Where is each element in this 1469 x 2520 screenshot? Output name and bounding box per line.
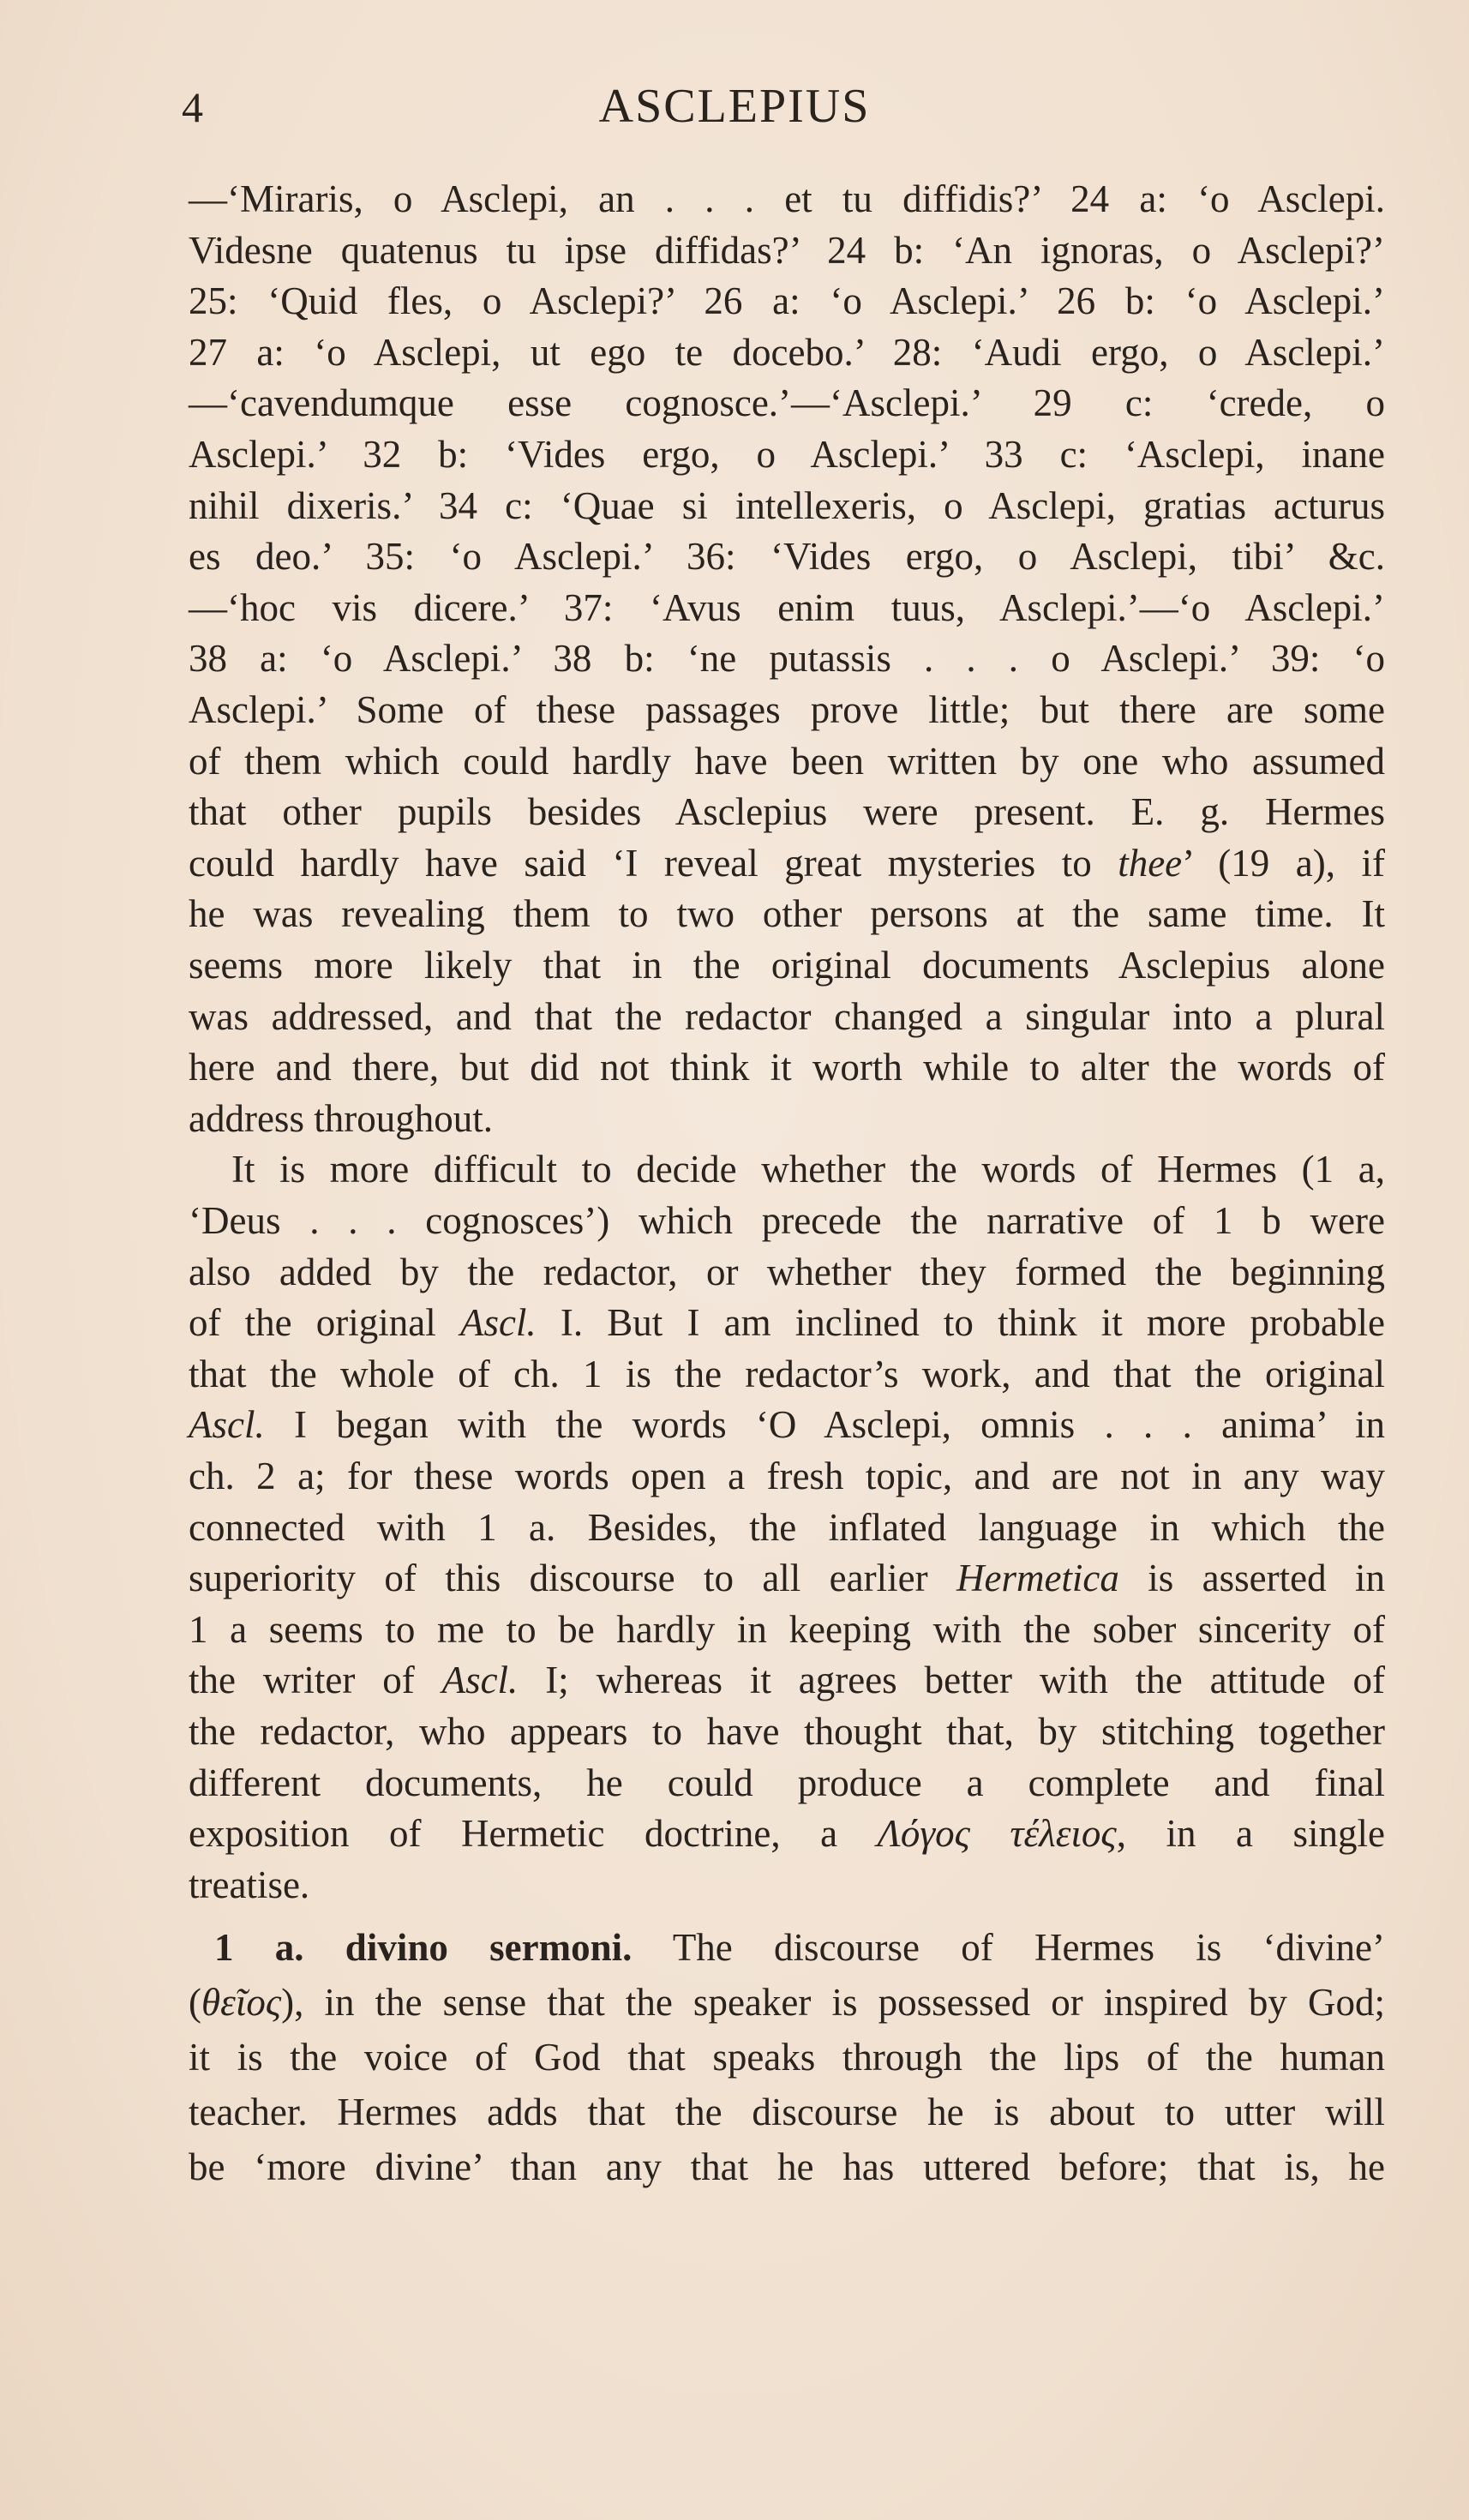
text-line: [189, 1604, 1385, 1655]
text-run: also added by the redactor, or whether they formed the beginning: [189, 1250, 1385, 1293]
italic-text: Ascl.: [441, 1659, 519, 1702]
text-line: [189, 531, 1385, 582]
text-run: —‘Miraris, o Asclepi, an . . . et tu diffidis?’ 24 a: ‘o Asclepi.: [189, 177, 1385, 220]
text-run: Videsne quatenus tu ipse diffidas?’ 24 b: ‘An ignoras, o Asclepi?’: [189, 228, 1385, 272]
bold-lemma: 1 a. divino sermoni.: [214, 1926, 633, 1969]
text-run: 25: ‘Quid fles, o Asclepi?’ 26 a: ‘o Asclepi.’ 26 b: ‘o Asclepi.’: [189, 279, 1385, 323]
text-line: [189, 225, 1385, 276]
note-line: [189, 1977, 1385, 2028]
text-line: [189, 735, 1385, 787]
italic-text: θεῖος: [201, 1981, 282, 2024]
italic-text: Hermetica: [956, 1557, 1119, 1600]
text-line: [189, 429, 1385, 480]
text-line: [189, 1808, 1385, 1859]
text-line: [189, 1246, 1385, 1298]
text-run: the writer of: [189, 1659, 442, 1702]
text-line: [189, 1859, 1385, 1911]
text-line: [189, 786, 1385, 837]
text-run: teacher. Hermes adds that the discourse he is about to utter will: [189, 2091, 1385, 2133]
text-line: [189, 1399, 1385, 1450]
text-run: It is more difficult to decide whether the words of Hermes (1 a,: [231, 1148, 1385, 1191]
text-run: that other pupils besides Asclepius were present. E. g. Hermes: [189, 790, 1385, 834]
text-line: [189, 377, 1385, 429]
text-line: [231, 1143, 1385, 1195]
text-line: [189, 1502, 1385, 1553]
text-line: [189, 582, 1385, 633]
text-run: Asclepi.’ 32 b: ‘Vides ergo, o Asclepi.’ 33 c: ‘Asclepi, inane: [189, 433, 1385, 476]
text-run: ), in the sense that the speaker is possessed or inspired by God;: [281, 1981, 1385, 2024]
italic-text: Λόγος τέλειος: [877, 1812, 1117, 1856]
note-line: [189, 2086, 1385, 2138]
text-run: 27 a: ‘o Asclepi, ut ego te docebo.’ 28: ‘Audi ergo, o Asclepi.’: [189, 330, 1385, 374]
text-line: [189, 1552, 1385, 1604]
text-line: [189, 1348, 1385, 1400]
text-run: seems more likely that in the original documents Asclepius alone: [189, 944, 1385, 987]
text-run: I. But I am inclined to think it more probable: [536, 1301, 1385, 1345]
text-run: ’ (19 a), if: [1182, 841, 1385, 885]
text-line: [189, 1757, 1385, 1809]
text-line: [189, 684, 1385, 735]
text-line: [189, 1706, 1385, 1757]
text-line: [189, 1654, 1385, 1706]
text-run: was addressed, and that the redactor changed a singular into a plural: [189, 994, 1385, 1038]
text-run: I; whereas it agrees better with the attitude of: [518, 1659, 1385, 1702]
note-line: [189, 2031, 1385, 2083]
text-run: —‘hoc vis dicere.’ 37: ‘Avus enim tuus, Asclepi.’—‘o Asclepi.’: [189, 585, 1385, 629]
text-line: [189, 173, 1385, 225]
text-line: [189, 1041, 1385, 1093]
text-run: address throughout.: [189, 1096, 493, 1140]
text-run: of them which could hardly have been written by one who assumed: [189, 739, 1385, 783]
text-run: the redactor, who appears to have thought that, by stitching together: [189, 1710, 1385, 1753]
text-run: connected with 1 a. Besides, the inflated language in which the: [189, 1505, 1385, 1549]
text-run: is asserted in: [1118, 1557, 1385, 1600]
text-run: ch. 2 a; for these words open a fresh topic, and are not in any way: [189, 1455, 1385, 1497]
text-run: (: [189, 1981, 201, 2024]
text-line: [189, 480, 1385, 531]
text-line: [189, 888, 1385, 939]
italic-text: thee: [1118, 841, 1183, 885]
text-run: treatise.: [189, 1863, 310, 1906]
text-line: [189, 1093, 1385, 1144]
text-run: The discourse of Hermes is ‘divine’: [632, 1926, 1385, 1969]
note-line: [189, 2141, 1385, 2193]
text-run: different documents, he could produce a complete and final: [189, 1761, 1385, 1804]
italic-text: Ascl.: [189, 1403, 265, 1447]
text-run: Asclepi.’ Some of these passages prove little; but there are some: [189, 688, 1385, 731]
text-run: es deo.’ 35: ‘o Asclepi.’ 36: ‘Vides ergo, o Asclepi, tibi’ &c.: [189, 535, 1385, 579]
text-line: [189, 327, 1385, 378]
page-number: 4: [182, 83, 203, 131]
text-run: 1 a seems to me to be hardly in keeping with the sober sincerity of: [189, 1607, 1385, 1651]
text-line: [189, 1450, 1385, 1502]
text-run: he was revealing them to two other persons at the same time. It: [189, 892, 1385, 936]
text-line: [189, 633, 1385, 684]
text-line: [189, 275, 1385, 327]
text-run: that the whole of ch. 1 is the redactor’s work, and that the original: [189, 1352, 1385, 1395]
text-run: be ‘more divine’ than any that he has uttered before; that is, he: [189, 2145, 1385, 2188]
text-run: , in a single: [1116, 1812, 1385, 1856]
running-title: ASCLEPIUS: [598, 80, 871, 133]
text-run: —‘cavendumque esse cognosce.’—‘Asclepi.’ 29 c: ‘crede, o: [189, 381, 1385, 425]
text-run: nihil dixeris.’ 34 c: ‘Quae si intellexeris, o Asclepi, gratias acturus: [189, 483, 1385, 527]
text-run: 38 a: ‘o Asclepi.’ 38 b: ‘ne putassis . . . o Asclepi.’ 39: ‘o: [189, 637, 1385, 681]
text-run: it is the voice of God that speaks through the lips of the human: [189, 2036, 1385, 2079]
text-run: superiority of this discourse to all earlier: [189, 1557, 956, 1600]
text-run: ‘Deus . . . cognosces’) which precede the narrative of 1 b were: [189, 1199, 1385, 1242]
text-run: here and there, but did not think it worth while to alter the words of: [189, 1046, 1385, 1089]
text-line: [189, 991, 1385, 1042]
text-line: [189, 939, 1385, 991]
note-line: [214, 1922, 1385, 1973]
text-line: [189, 1195, 1385, 1246]
text-line: [189, 837, 1385, 889]
italic-text: Ascl.: [459, 1301, 537, 1345]
text-run: of the original: [189, 1301, 460, 1345]
text-run: I began with the words ‘O Asclepi, omnis . . . anima’ in: [264, 1403, 1385, 1447]
text-line: [189, 1297, 1385, 1348]
text-run: could hardly have said ‘I reveal great mysteries to: [189, 841, 1118, 885]
text-run: exposition of Hermetic doctrine, a: [189, 1812, 878, 1856]
